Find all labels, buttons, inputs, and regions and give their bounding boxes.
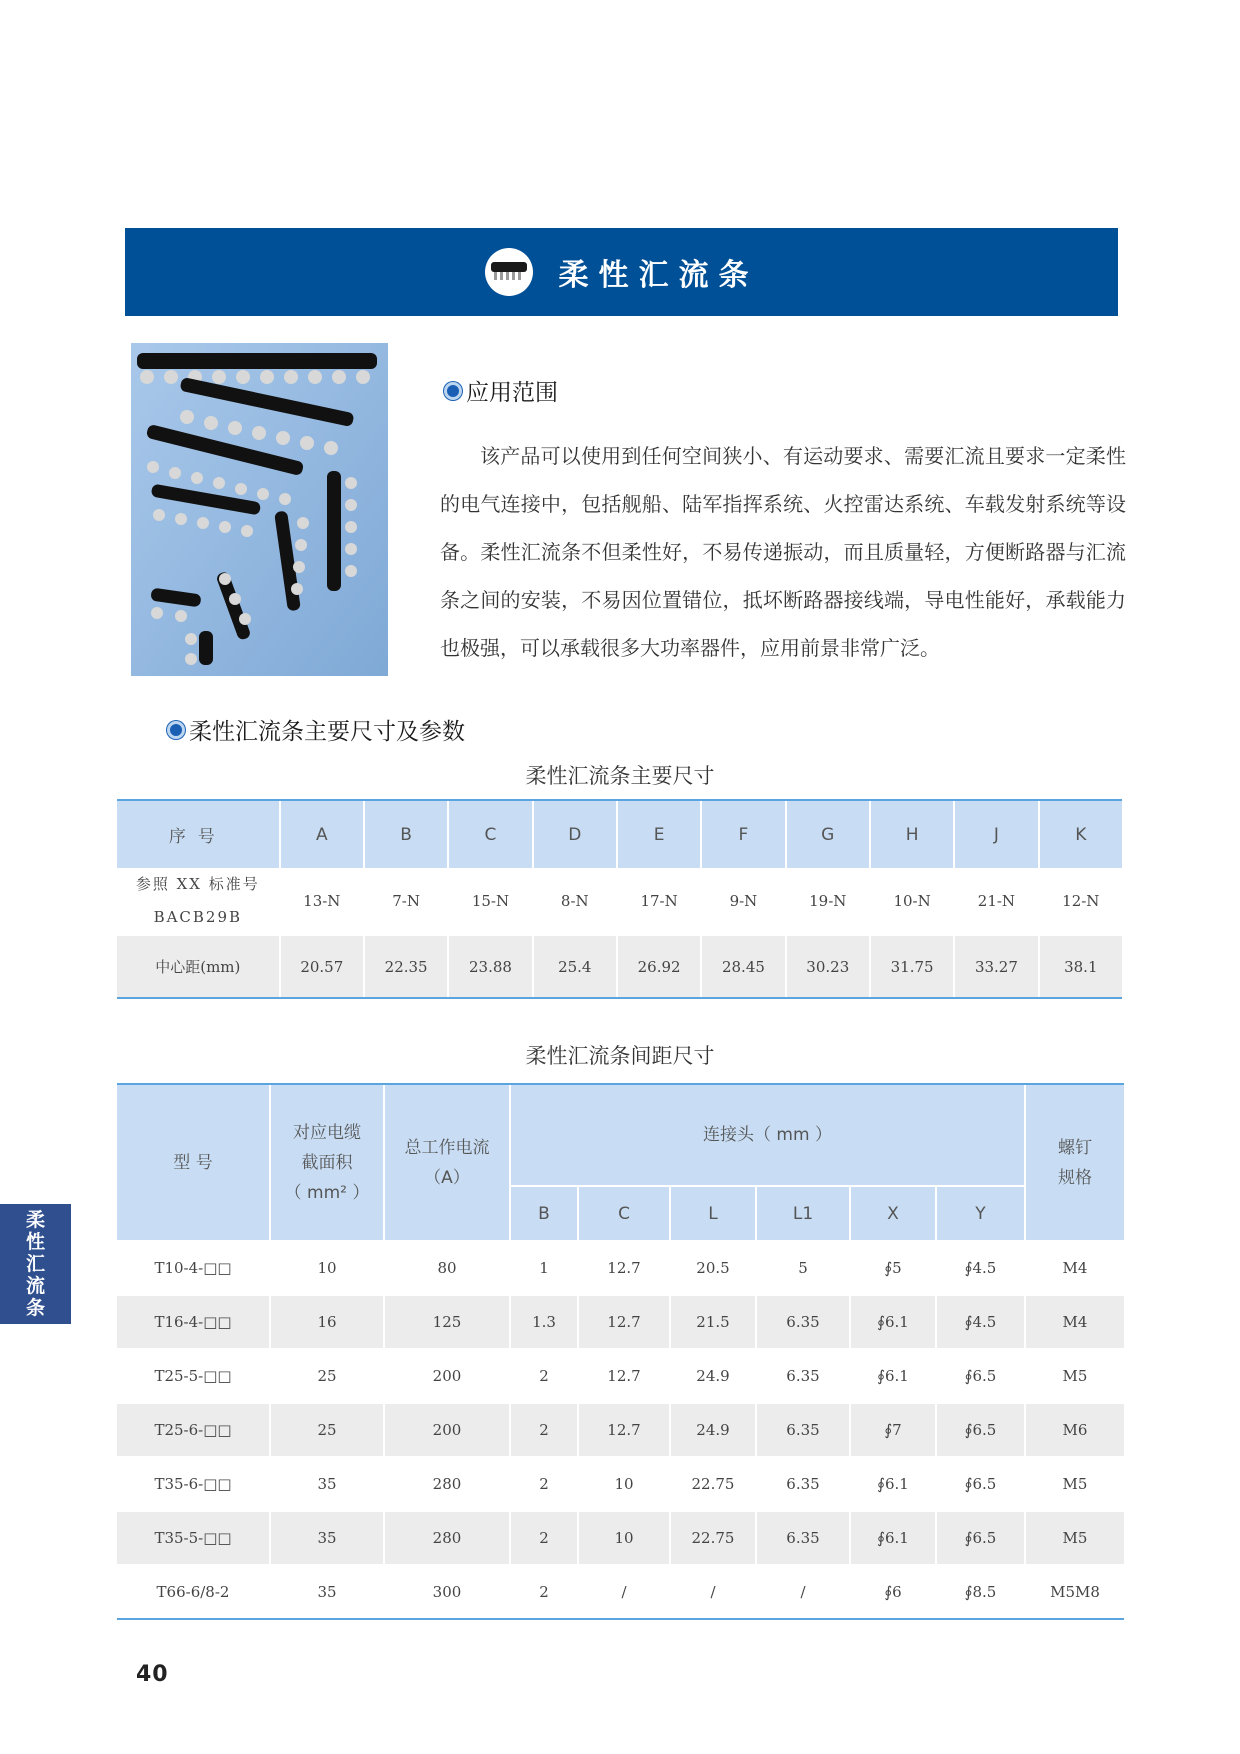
table-cell: 28.45 <box>700 934 784 997</box>
table-cell: T35-6-□□ <box>117 1456 269 1510</box>
row-label: 中心距(mm) <box>117 934 279 997</box>
header-line: 总工作电流 <box>404 1137 490 1158</box>
page-title: 柔性汇流条 <box>558 258 759 293</box>
section-heading-dimensions <box>167 713 465 746</box>
header-line: 对应电缆 <box>293 1122 361 1143</box>
table-cell: 7-N <box>363 868 447 934</box>
column-header: A <box>279 801 363 868</box>
table-cell: 31.75 <box>869 934 953 997</box>
column-header: G <box>785 801 869 868</box>
table-cell: 17-N <box>616 868 700 934</box>
header-line: 螺钉 <box>1058 1137 1092 1158</box>
column-header-model: 型 号 <box>117 1085 269 1240</box>
table-cell: M6 <box>1024 1402 1124 1456</box>
table-row <box>117 1348 1124 1402</box>
column-header-connector: 连接头（ mm ） <box>509 1085 1024 1185</box>
table-header-row <box>117 801 1122 868</box>
table-cell: 12.7 <box>577 1348 669 1402</box>
table-cell: 10 <box>577 1510 669 1564</box>
table-cell: T35-5-□□ <box>117 1510 269 1564</box>
column-header: B <box>509 1185 577 1240</box>
header-line: 截面积 <box>301 1152 353 1173</box>
table-cell: M5M8 <box>1024 1564 1124 1618</box>
table-cell: M4 <box>1024 1294 1124 1348</box>
table-cell: 23.88 <box>447 934 531 997</box>
table-cell: 200 <box>383 1348 509 1402</box>
column-header: B <box>363 801 447 868</box>
table-cell: 20.5 <box>669 1240 755 1294</box>
table-cell: 10 <box>269 1240 383 1294</box>
table-cell: ∮4.5 <box>935 1294 1024 1348</box>
table-cell: 16 <box>269 1294 383 1348</box>
section-heading-text: 应用范围 <box>466 380 558 406</box>
table-cell: 6.35 <box>755 1294 849 1348</box>
header-line: （A） <box>424 1167 470 1188</box>
table-row <box>117 868 1122 934</box>
table-cell: 22.75 <box>669 1456 755 1510</box>
table-cell: ∮6.5 <box>935 1402 1024 1456</box>
table-cell: 24.9 <box>669 1348 755 1402</box>
table-cell: ∮6.1 <box>849 1348 935 1402</box>
side-tab-label: 柔性汇流条 <box>25 1209 45 1319</box>
table-cell: ∮6.1 <box>849 1294 935 1348</box>
table-cell: 280 <box>383 1510 509 1564</box>
table-cell: 12.7 <box>577 1294 669 1348</box>
header-line: 规格 <box>1058 1167 1092 1188</box>
table-cell: ∮6.1 <box>849 1510 935 1564</box>
bullet-icon <box>167 721 185 739</box>
column-header: Y <box>935 1185 1024 1240</box>
table-cell: 1.3 <box>509 1294 577 1348</box>
table-row <box>117 1564 1124 1618</box>
column-header: C <box>577 1185 669 1240</box>
column-header-current <box>383 1085 509 1240</box>
table-cell: 9-N <box>700 868 784 934</box>
table-cell: 12-N <box>1038 868 1122 934</box>
table-cell: / <box>669 1564 755 1618</box>
bullet-icon <box>444 382 462 400</box>
column-header: F <box>700 801 784 868</box>
column-header: D <box>532 801 616 868</box>
table-cell: 200 <box>383 1402 509 1456</box>
table-cell: 5 <box>755 1240 849 1294</box>
application-paragraph: 该产品可以使用到任何空间狭小、有运动要求、需要汇流且要求一定柔性的电气连接中，包括舰船、陆军指挥系统、火控雷达系统、车载发射系统等设备。柔性汇流条不但柔性好，不易传递振动，而且质量轻，方便断路器与汇流条之间的安装，不易因位置错位，抵坏断路器接线端，导电性能好，承载能力也极强，可以承载很多大功率器件，应用前景非常广泛。 <box>440 444 1126 660</box>
table-cell: 6.35 <box>755 1510 849 1564</box>
table-cell: 125 <box>383 1294 509 1348</box>
table-cell: T16-4-□□ <box>117 1294 269 1348</box>
table-cell: T25-6-□□ <box>117 1402 269 1456</box>
table-cell: 12.7 <box>577 1402 669 1456</box>
table-cell: M5 <box>1024 1348 1124 1402</box>
table-cell: 10 <box>577 1456 669 1510</box>
title-banner <box>125 228 1118 316</box>
page-number: 40 <box>136 1662 169 1687</box>
table-cell: 6.35 <box>755 1348 849 1402</box>
column-header-screw <box>1024 1085 1124 1240</box>
table-cell: 280 <box>383 1456 509 1510</box>
table-cell: 38.1 <box>1038 934 1122 997</box>
table-cell: 25.4 <box>532 934 616 997</box>
header-line: （ mm² ） <box>284 1182 370 1203</box>
section-heading-application <box>444 374 558 407</box>
table-row <box>117 1294 1124 1348</box>
table-cell: 12.7 <box>577 1240 669 1294</box>
table2-caption: 柔性汇流条间距尺寸 <box>525 1044 715 1068</box>
table-cell: / <box>577 1564 669 1618</box>
table1-caption: 柔性汇流条主要尺寸 <box>525 764 715 788</box>
column-header-cable <box>269 1085 383 1240</box>
table-cell: ∮6.5 <box>935 1510 1024 1564</box>
column-header: X <box>849 1185 935 1240</box>
table-cell: 25 <box>269 1348 383 1402</box>
table-cell: ∮5 <box>849 1240 935 1294</box>
table-cell: 22.35 <box>363 934 447 997</box>
table-cell: ∮4.5 <box>935 1240 1024 1294</box>
table-cell: ∮8.5 <box>935 1564 1024 1618</box>
table-cell: 26.92 <box>616 934 700 997</box>
table-cell: 13-N <box>279 868 363 934</box>
table-cell: 80 <box>383 1240 509 1294</box>
table-cell: ∮6 <box>849 1564 935 1618</box>
table-row <box>117 1402 1124 1456</box>
table-cell: 30.23 <box>785 934 869 997</box>
column-header: J <box>953 801 1037 868</box>
table-cell: 15-N <box>447 868 531 934</box>
table-row <box>117 1510 1124 1564</box>
table-cell: 24.9 <box>669 1402 755 1456</box>
table-cell: T66-6/8-2 <box>117 1564 269 1618</box>
table-cell: 25 <box>269 1402 383 1456</box>
spacing-dimensions-table <box>117 1083 1124 1620</box>
column-header: 序号 <box>117 801 279 868</box>
table-cell: 2 <box>509 1348 577 1402</box>
table-cell: M5 <box>1024 1510 1124 1564</box>
table-header-row <box>117 1085 1124 1185</box>
table-cell: 6.35 <box>755 1456 849 1510</box>
table-cell: 2 <box>509 1564 577 1618</box>
busbar-icon <box>485 248 533 296</box>
table-cell: ∮6.1 <box>849 1456 935 1510</box>
section-heading-text: 柔性汇流条主要尺寸及参数 <box>189 719 465 745</box>
table-cell: 300 <box>383 1564 509 1618</box>
table-cell: 21-N <box>953 868 1037 934</box>
table-cell: 10-N <box>869 868 953 934</box>
table-cell: ∮6.5 <box>935 1348 1024 1402</box>
table-cell: M4 <box>1024 1240 1124 1294</box>
table-cell: 35 <box>269 1456 383 1510</box>
table-cell: T25-5-□□ <box>117 1348 269 1402</box>
row-label <box>117 868 279 934</box>
table-cell: 2 <box>509 1456 577 1510</box>
table-row <box>117 934 1122 997</box>
table-cell: ∮6.5 <box>935 1456 1024 1510</box>
product-photo <box>131 343 388 676</box>
table-cell: 2 <box>509 1510 577 1564</box>
table-cell: 20.57 <box>279 934 363 997</box>
column-header: K <box>1038 801 1122 868</box>
table-cell: 2 <box>509 1402 577 1456</box>
table-cell: 1 <box>509 1240 577 1294</box>
table-cell: 8-N <box>532 868 616 934</box>
table-row <box>117 1240 1124 1294</box>
table-cell: 33.27 <box>953 934 1037 997</box>
chapter-side-tab <box>0 1204 71 1324</box>
row-label-line: BACB29B <box>153 908 243 926</box>
table-cell: 6.35 <box>755 1402 849 1456</box>
column-header: L <box>669 1185 755 1240</box>
table-cell: 19-N <box>785 868 869 934</box>
table-cell: / <box>755 1564 849 1618</box>
table-cell: M5 <box>1024 1456 1124 1510</box>
row-label-line: 参照 XX 标准号 <box>135 875 260 893</box>
column-header: E <box>616 801 700 868</box>
table-cell: ∮7 <box>849 1402 935 1456</box>
column-header: H <box>869 801 953 868</box>
table-cell: T10-4-□□ <box>117 1240 269 1294</box>
table-cell: 22.75 <box>669 1510 755 1564</box>
table-cell: 35 <box>269 1510 383 1564</box>
table-cell: 35 <box>269 1564 383 1618</box>
column-header: L1 <box>755 1185 849 1240</box>
main-dimensions-table <box>117 799 1122 999</box>
table-row <box>117 1456 1124 1510</box>
table-cell: 21.5 <box>669 1294 755 1348</box>
column-header: C <box>447 801 531 868</box>
